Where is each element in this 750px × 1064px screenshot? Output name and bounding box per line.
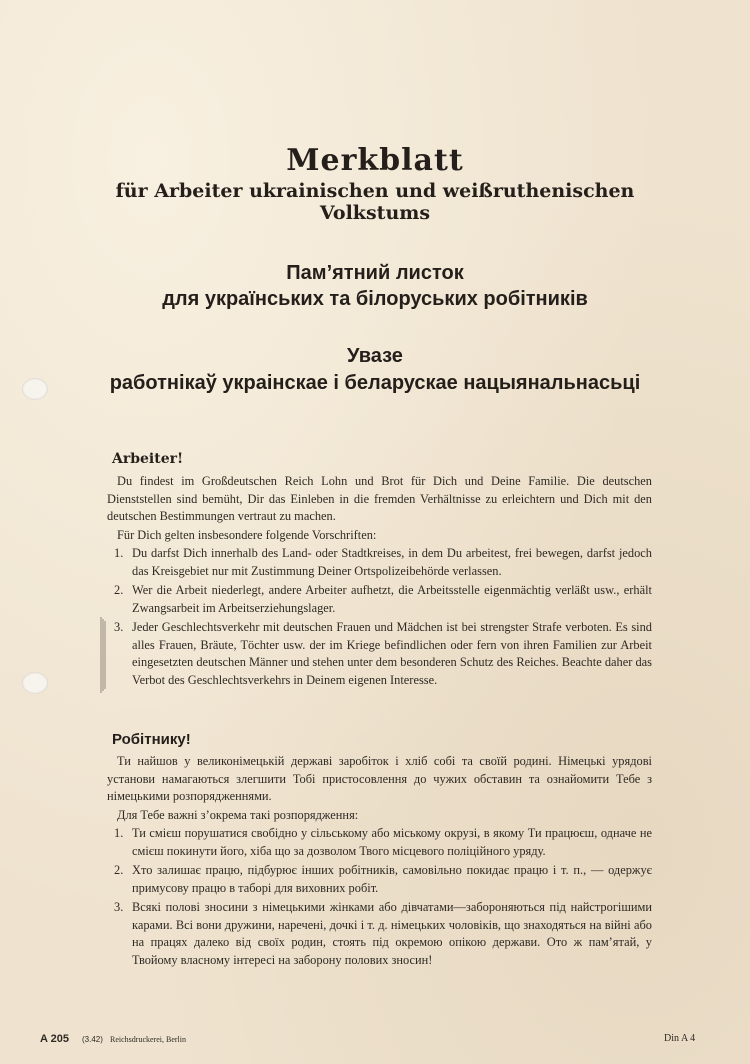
title-ukrainian-line2: для українських та білоруських робітників <box>162 288 588 310</box>
list-item-number: 2. <box>114 583 124 597</box>
title-ukrainian-line1: Пам’ятний листок <box>286 262 464 284</box>
list-item-number: 2. <box>114 863 124 877</box>
title-belarusian-line2: работнікаў украінскае і беларускае нацыянальнасьці <box>109 372 641 394</box>
german-rules-list <box>110 545 652 691</box>
list-item-text: Du darfst Dich innerhalb des Land- oder Stadtkreises, in dem Du arbeitest, frei bewegen, darfst jedoch das Kreisgebiet nur mit Zustimmung Deiner Ortspolizeibehörde verlassen. <box>132 546 652 578</box>
footer-form-code: A 205 <box>40 1033 69 1045</box>
list-item <box>110 862 652 897</box>
heading-ukrainian: Робітнику! <box>112 731 191 748</box>
title-german: Merkblatt <box>286 143 464 178</box>
pencil-margin-mark <box>99 615 107 695</box>
german-intro: Du findest im Großdeutschen Reich Lohn und Brot für Dich und Deine Familie. Die deutschen Dienststellen sind bemüht, Dir das Einleben in die fremden Verhältnisse zu erleichtern und Dich mit den deutschen Bestimmungen vertraut zu machen. <box>107 474 652 523</box>
ukrainian-rules-list <box>110 825 652 971</box>
list-item-number: 1. <box>114 546 124 560</box>
ukrainian-intro: Ти найшов у великонімецькій державі заробіток і хліб собі та своїй родині. Німецькі урядові установи намагаються злегшити Тобі пристосовлення до чужих обставин та ознайомити Тебе з німецькими розпорядженнями. <box>107 754 652 803</box>
ukrainian-lead: Для Тебе важні з’окрема такі розпорядження: <box>117 808 359 822</box>
list-item-text: Всякі полові зносини з німецькими жінками або дівчатами—забороняються під найстрогішими карами. Всі вони дружини, наречені, дочкі і т. д. німецьких чоловіків, що знаходяться на війні або на працях далеко від своїх родин, стоять під окремою опікою держави. Ото ж пам’ятай, у Твойому власному інтересі на заборону полових зносин! <box>132 900 652 967</box>
footer-paper-format: Din A 4 <box>664 1033 696 1044</box>
list-item-text: Jeder Geschlechtsverkehr mit deutschen Frauen und Mädchen ist bei strengster Strafe verboten. Es sind alles Frauen, Bräute, Töchter usw. der im Kriege befindlichen oder fern von ihren Familien zur Arbeit eingesetzten deutschen Männer und stehen unter dem besonderen Schutz des Reiches. Beachte daher das Verbot des Geschlechtsverkehrs in Deinem eigenen Interesse. <box>132 620 652 687</box>
footer-date: (3.42) <box>82 1035 103 1044</box>
list-item <box>110 619 652 689</box>
list-item-number: 3. <box>114 620 124 634</box>
list-item <box>110 825 652 860</box>
german-lead: Für Dich gelten insbesondere folgende Vorschriften: <box>117 528 377 542</box>
punch-hole-bottom <box>22 672 48 694</box>
footer-printer: Reichsdruckerei, Berlin <box>110 1035 186 1044</box>
list-item-text: Хто залишає працю, підбурює інших робітників, самовільно покидає працю і т. п., — одержує примусову працю в таборі для виховних робіт. <box>132 863 652 895</box>
heading-german: Arbeiter! <box>112 451 184 467</box>
subtitle-german: für Arbeiter ukrainischen und weißruthenischen Volkstums <box>115 180 635 224</box>
list-item <box>110 899 652 969</box>
list-item-text: Wer die Arbeit niederlegt, andere Arbeiter aufhetzt, die Arbeitsstelle eigenmächtig verläßt usw., erhält Zwangsarbeit im Arbeitserziehungslager. <box>132 583 652 615</box>
title-belarusian-line1: Увазе <box>347 345 403 367</box>
list-item-text: Ти смієш порушатися свобідно у сільському або міському окрузі, в якому Ти працюєш, одначе не смієш покинути його, хіба що за дозволом Твого місцевого поліційного уряду. <box>132 826 652 858</box>
list-item-number: 1. <box>114 826 124 840</box>
list-item <box>110 545 652 580</box>
list-item <box>110 582 652 617</box>
list-item-number: 3. <box>114 900 124 914</box>
